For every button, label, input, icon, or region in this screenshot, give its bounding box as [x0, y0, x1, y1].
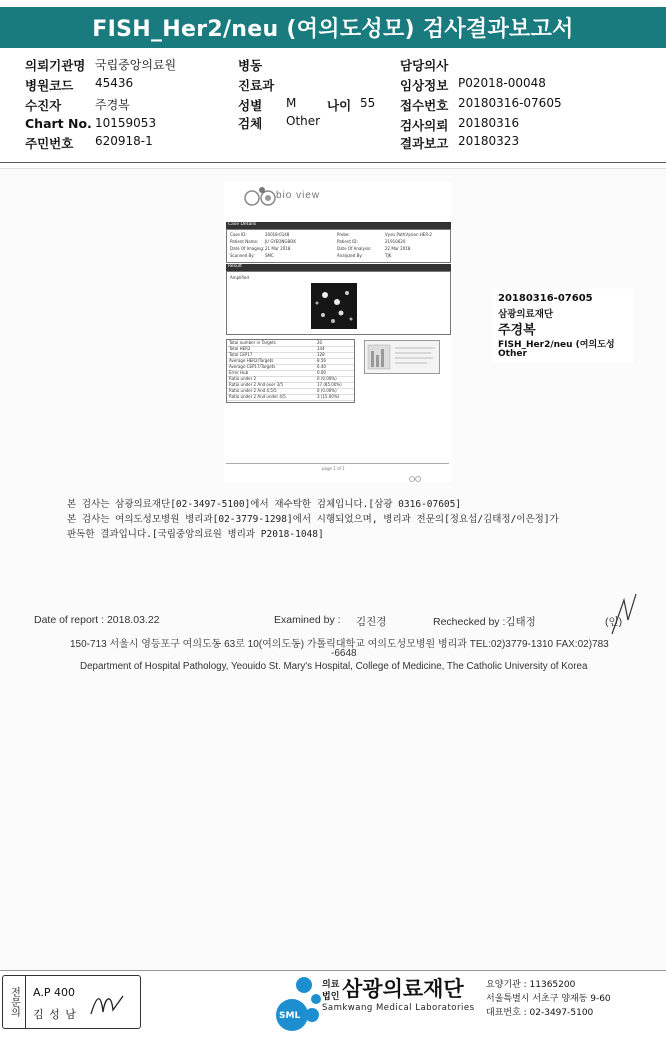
stats-value: 144 [317, 346, 325, 351]
stats-value: 0 (0.00%) [317, 388, 337, 393]
value-request-date: 20180316 [458, 116, 520, 130]
sticker-test: FISH_Her2/neu (여의도성 [498, 340, 615, 350]
stats-label: Ratio under 2 And 4.5/5 [229, 388, 277, 393]
stats-label: Ratio under 2 [229, 376, 257, 381]
stats-label: Error Hub [229, 370, 249, 375]
result-box [226, 271, 451, 335]
imaging-date-label: Date Of Imaging: [230, 246, 265, 251]
value-hospital-code: 45436 [95, 76, 134, 90]
stats-row [227, 394, 354, 401]
bioview-footer-logo [409, 468, 429, 476]
stamp-signature-icon [87, 984, 129, 1024]
probe-value: Vysis PathVysion HER-2 [385, 232, 432, 237]
page-indicator: page 1 of 1 [322, 466, 345, 471]
org-info-3: 대표번호 : 02-3497-5100 [486, 1008, 594, 1018]
fish-signal-dots [311, 283, 357, 329]
org-name: 삼광의료재단 [342, 977, 464, 1001]
sml-logo-icon [270, 973, 326, 1031]
stamp-side-label: 전문의 [8, 987, 20, 1017]
ratio-histogram [364, 340, 440, 374]
stats-table [226, 339, 355, 403]
label-hospital-code: 병원코드 [25, 78, 74, 93]
org-info-1: 요양기관 : 11365200 [486, 980, 576, 990]
stats-label: Ratio under 2 And under 4/5 [229, 394, 286, 399]
label-chart-no: Chart No. [25, 116, 92, 131]
value-requester: 국립중앙의료원 [95, 58, 177, 72]
stats-value: 17 (85.00%) [317, 382, 342, 387]
stats-value: 128 [317, 352, 325, 357]
stats-label: Average CEP17/Targets [229, 364, 276, 369]
scanned-by-value: SMC [265, 253, 274, 258]
address-line-2: -6648 [331, 648, 357, 659]
value-sex: M [286, 96, 297, 110]
department-line: Department of Hospital Pathology, Yeouido St. Mary's Hospital, College of Medicine, The Catholic University of Korea [80, 661, 588, 672]
stats-value: 3 (15.00%) [317, 394, 340, 399]
label-department: 진료과 [238, 78, 275, 93]
label-specimen: 검체 [238, 116, 263, 131]
org-prefix-1: 의료 [322, 980, 340, 990]
patient-name-value: JU GYEONGBOK [265, 239, 296, 244]
stats-label: Total HER2 [229, 346, 251, 351]
patient-header [0, 50, 666, 163]
stats-value: 6.40 [317, 364, 326, 369]
address-line-1: 150-713 서울시 영등포구 여의도동 63로 10(여의도동) 가톨릭대학교 여의도성모병원 병리과 TEL:02)3779-1310 FAX:02)783 [70, 639, 609, 650]
stamp-name: 김 성 남 [33, 1008, 77, 1021]
stats-label: Total CEP17 [229, 352, 253, 357]
value-patient: 주경복 [95, 98, 130, 112]
imaging-date-value: 21 Mar 2018 [265, 246, 291, 251]
stats-label: Average HER2/Targets [229, 358, 274, 363]
sticker-specimen: Other [498, 349, 527, 359]
org-prefix-2: 법인 [322, 992, 340, 1002]
bioview-logo [242, 184, 322, 210]
body-line-3: 판독한 결과입니다.[국립중앙의료원 병리과 P2018-1048] [67, 529, 324, 540]
bioview-report [224, 182, 452, 482]
report-footer-line [226, 463, 449, 464]
label-doctor: 담당의사 [400, 58, 449, 73]
label-clinical-info: 임상정보 [400, 78, 449, 93]
label-requester: 의뢰기관명 [25, 58, 86, 73]
stats-label: Total number in Targets [229, 340, 276, 345]
stats-value: 8.56 [317, 358, 326, 363]
case-id-label: Case ID: [230, 232, 247, 237]
value-specimen: Other [286, 114, 321, 128]
value-report-date: 20180323 [458, 134, 520, 148]
label-report-date: 결과보고 [400, 136, 449, 151]
case-details-box [226, 229, 451, 263]
stamp-side-box [3, 976, 26, 1028]
bottom-banner [0, 970, 666, 1040]
label-patient: 수진자 [25, 98, 62, 113]
patient-id-label: Patient ID: [337, 239, 358, 244]
analyzed-by-label: Analyzed By: [337, 253, 363, 258]
org-info-2: 서울특별시 서초구 양재동 9-60 [486, 994, 611, 1004]
label-ward: 병동 [238, 58, 263, 73]
analyzed-by-value: TJK [385, 253, 392, 258]
examined-label: Examined by : [274, 614, 341, 626]
analysis-date-value: 22 Mar 2018 [385, 246, 411, 251]
sticker-number: 20180316-07605 [498, 293, 593, 304]
body-line-1: 본 검사는 삼광의료재단[02-3497-5100]에서 재수탁한 검체입니다.[삼광 0316-07605] [67, 499, 462, 510]
result-header: Result [226, 264, 451, 271]
value-receipt-no: 20180316-07605 [458, 96, 562, 110]
fish-cell-image [311, 283, 357, 329]
label-age: 나이 [327, 98, 352, 113]
examined-name: 김진경 [356, 616, 387, 628]
pathologist-stamp [2, 975, 141, 1029]
result-value: Amplified [230, 275, 249, 280]
value-resident-no: 620918-1 [95, 134, 153, 148]
label-resident-no: 주민번호 [25, 136, 74, 151]
bioview-small-logo-icon [409, 475, 429, 483]
seal-mark: (인) [605, 616, 623, 628]
stats-value: 0 (0.00%) [317, 376, 337, 381]
sml-logo [270, 973, 326, 1031]
value-chart-no: 10159053 [95, 116, 157, 130]
stamp-code: A.P 400 [33, 986, 75, 999]
stats-value: 0.00 [317, 370, 326, 375]
signature-icon [606, 590, 640, 640]
histogram-thumbnail-icon [365, 341, 439, 373]
value-clinical-info: P02018-00048 [458, 76, 546, 90]
sml-logo-text: SML [279, 1011, 301, 1021]
case-id-value: 20018-0148 [265, 232, 290, 237]
value-age: 55 [360, 96, 376, 110]
patient-name-label: Patient Name: [230, 239, 259, 244]
stats-label: Ratio under 2 And over 3/5 [229, 382, 284, 387]
bioview-logo-text: bio view [276, 190, 321, 201]
rechecked-label: Rechecked by :김태정 [433, 616, 536, 628]
sticker-name: 주경복 [498, 323, 536, 338]
signature-mark [606, 590, 640, 640]
org-english: Samkwang Medical Laboratories [322, 1003, 475, 1013]
sticker-org: 삼광의료재단 [498, 309, 554, 320]
label-receipt-no: 접수번호 [400, 98, 449, 113]
analysis-date-label: Date Of Analysis: [337, 246, 372, 251]
report-date: Date of report : 2018.03.22 [34, 614, 160, 626]
stats-value: 20 [317, 340, 323, 345]
label-sex: 성별 [238, 98, 263, 113]
scanned-by-label: Scanned By: [230, 253, 255, 258]
specimen-sticker [492, 289, 634, 363]
body-line-2: 본 검사는 여의도성모병원 병리과[02-3779-1298]에서 시행되었으며, 병리과 전문의[정요섭/김태정/이은정]가 [67, 514, 559, 525]
report-title: FISH_Her2/neu (여의도성모) 검사결과보고서 [0, 7, 666, 48]
patient-id-value: 21910620 [385, 239, 406, 244]
label-request-date: 검사의뢰 [400, 118, 449, 133]
probe-label: Probe: [337, 232, 350, 237]
case-details-header: Case Details [226, 222, 451, 229]
